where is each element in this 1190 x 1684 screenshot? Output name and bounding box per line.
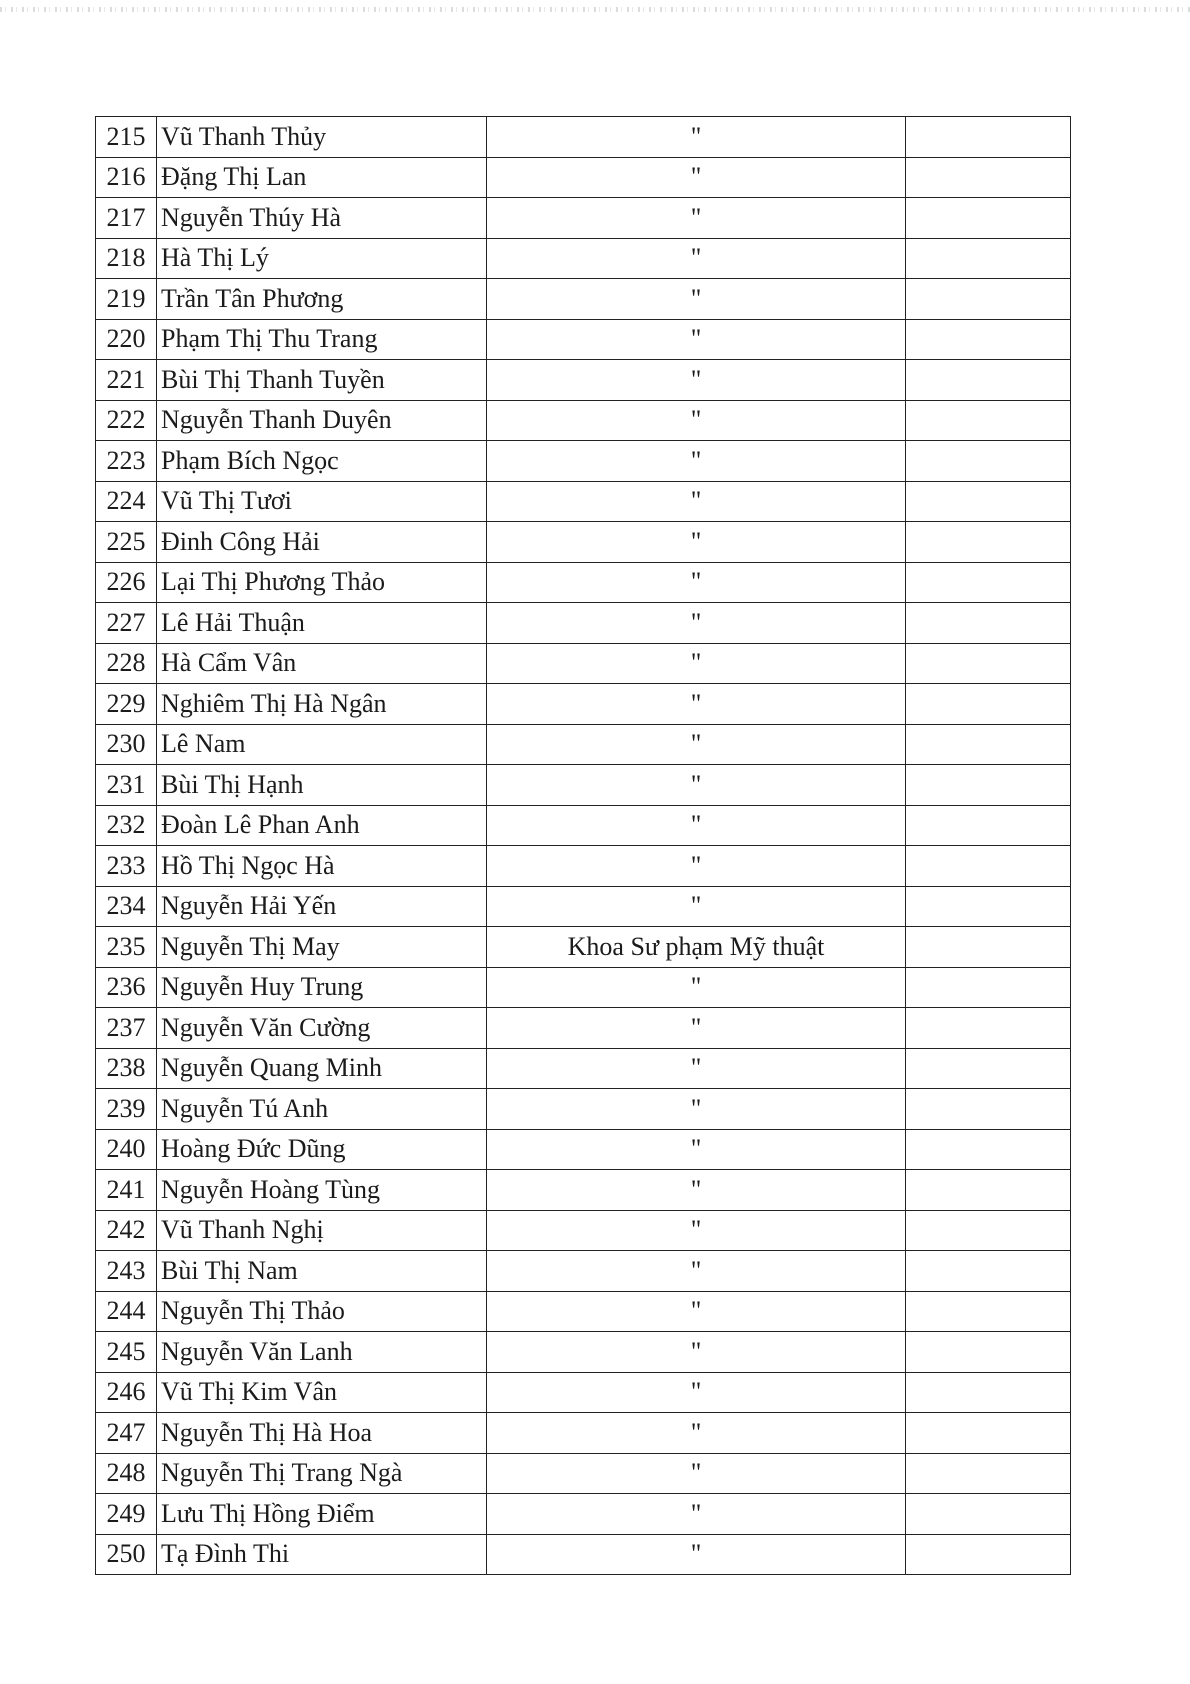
unit-cell: " [487,1332,906,1373]
row-number-cell: 223 [96,441,157,482]
full-name-cell: Đinh Công Hải [157,522,487,563]
table-row [96,157,1071,198]
unit-cell: " [487,481,906,522]
unit-cell: " [487,360,906,401]
full-name-cell: Bùi Thị Hạnh [157,765,487,806]
full-name-cell: Vũ Thị Kim Vân [157,1372,487,1413]
table-row [96,400,1071,441]
note-cell [906,643,1071,684]
full-name-cell: Nguyễn Hoàng Tùng [157,1170,487,1211]
table-row [96,1170,1071,1211]
table-row [96,360,1071,401]
note-cell [906,198,1071,239]
unit-cell: " [487,319,906,360]
row-number-cell: 221 [96,360,157,401]
unit-cell: " [487,724,906,765]
note-cell [906,238,1071,279]
row-number-cell: 250 [96,1534,157,1575]
full-name-cell: Phạm Bích Ngọc [157,441,487,482]
full-name-cell: Bùi Thị Nam [157,1251,487,1292]
scan-edge-noise [0,7,1190,12]
note-cell [906,1453,1071,1494]
full-name-cell: Nguyễn Huy Trung [157,967,487,1008]
table-row [96,319,1071,360]
note-cell [906,1494,1071,1535]
note-cell [906,724,1071,765]
row-number-cell: 244 [96,1291,157,1332]
table-row [96,927,1071,968]
full-name-cell: Lưu Thị Hồng Điểm [157,1494,487,1535]
note-cell [906,319,1071,360]
full-name-cell: Phạm Thị Thu Trang [157,319,487,360]
row-number-cell: 236 [96,967,157,1008]
unit-cell: " [487,1008,906,1049]
full-name-cell: Đặng Thị Lan [157,157,487,198]
table-row [96,805,1071,846]
table-row [96,967,1071,1008]
table-row [96,117,1071,158]
note-cell [906,805,1071,846]
note-cell [906,765,1071,806]
row-number-cell: 231 [96,765,157,806]
unit-cell: " [487,1413,906,1454]
row-number-cell: 215 [96,117,157,158]
full-name-cell: Nguyễn Văn Cường [157,1008,487,1049]
unit-cell: Khoa Sư phạm Mỹ thuật [487,927,906,968]
table-row [96,1453,1071,1494]
unit-cell: " [487,1534,906,1575]
table-row [96,1413,1071,1454]
unit-cell: " [487,522,906,563]
table-row [96,886,1071,927]
note-cell [906,846,1071,887]
roster-table-container [95,116,1070,1575]
row-number-cell: 232 [96,805,157,846]
table-row [96,724,1071,765]
unit-cell: " [487,1291,906,1332]
full-name-cell: Nguyễn Hải Yến [157,886,487,927]
note-cell [906,522,1071,563]
note-cell [906,400,1071,441]
table-row [96,522,1071,563]
note-cell [906,1048,1071,1089]
unit-cell: " [487,603,906,644]
row-number-cell: 224 [96,481,157,522]
row-number-cell: 239 [96,1089,157,1130]
unit-cell: " [487,846,906,887]
unit-cell: " [487,238,906,279]
full-name-cell: Nguyễn Thị Hà Hoa [157,1413,487,1454]
table-row [96,1332,1071,1373]
table-row [96,1210,1071,1251]
unit-cell: " [487,643,906,684]
full-name-cell: Nguyễn Thị Trang Ngà [157,1453,487,1494]
full-name-cell: Nguyễn Thị Thảo [157,1291,487,1332]
row-number-cell: 218 [96,238,157,279]
full-name-cell: Nguyễn Thanh Duyên [157,400,487,441]
row-number-cell: 225 [96,522,157,563]
row-number-cell: 237 [96,1008,157,1049]
unit-cell: " [487,1129,906,1170]
row-number-cell: 240 [96,1129,157,1170]
unit-cell: " [487,765,906,806]
full-name-cell: Nguyễn Thị May [157,927,487,968]
note-cell [906,117,1071,158]
full-name-cell: Vũ Thanh Nghị [157,1210,487,1251]
row-number-cell: 233 [96,846,157,887]
row-number-cell: 220 [96,319,157,360]
table-row [96,481,1071,522]
unit-cell: " [487,1251,906,1292]
full-name-cell: Hồ Thị Ngọc Hà [157,846,487,887]
note-cell [906,562,1071,603]
full-name-cell: Nguyễn Thúy Hà [157,198,487,239]
full-name-cell: Tạ Đình Thi [157,1534,487,1575]
note-cell [906,1534,1071,1575]
table-row [96,1534,1071,1575]
note-cell [906,1129,1071,1170]
table-row [96,765,1071,806]
note-cell [906,481,1071,522]
table-row [96,603,1071,644]
row-number-cell: 227 [96,603,157,644]
unit-cell: " [487,562,906,603]
table-row [96,1048,1071,1089]
table-row [96,198,1071,239]
full-name-cell: Hoàng Đức Dũng [157,1129,487,1170]
table-row [96,1372,1071,1413]
full-name-cell: Lê Nam [157,724,487,765]
row-number-cell: 217 [96,198,157,239]
roster-table-body [96,117,1071,1575]
unit-cell: " [487,967,906,1008]
note-cell [906,157,1071,198]
table-row [96,643,1071,684]
row-number-cell: 235 [96,927,157,968]
row-number-cell: 219 [96,279,157,320]
note-cell [906,1089,1071,1130]
table-row [96,1129,1071,1170]
note-cell [906,1332,1071,1373]
full-name-cell: Nguyễn Tú Anh [157,1089,487,1130]
unit-cell: " [487,1453,906,1494]
row-number-cell: 216 [96,157,157,198]
note-cell [906,360,1071,401]
table-row [96,1089,1071,1130]
unit-cell: " [487,117,906,158]
full-name-cell: Lê Hải Thuận [157,603,487,644]
note-cell [906,1008,1071,1049]
row-number-cell: 234 [96,886,157,927]
full-name-cell: Vũ Thanh Thủy [157,117,487,158]
note-cell [906,603,1071,644]
row-number-cell: 242 [96,1210,157,1251]
table-row [96,1008,1071,1049]
full-name-cell: Đoàn Lê Phan Anh [157,805,487,846]
table-row [96,238,1071,279]
row-number-cell: 228 [96,643,157,684]
unit-cell: " [487,1210,906,1251]
full-name-cell: Nguyễn Văn Lanh [157,1332,487,1373]
table-row [96,562,1071,603]
unit-cell: " [487,684,906,725]
unit-cell: " [487,400,906,441]
row-number-cell: 246 [96,1372,157,1413]
note-cell [906,967,1071,1008]
row-number-cell: 241 [96,1170,157,1211]
unit-cell: " [487,1089,906,1130]
row-number-cell: 245 [96,1332,157,1373]
note-cell [906,1372,1071,1413]
table-row [96,1291,1071,1332]
note-cell [906,886,1071,927]
unit-cell: " [487,198,906,239]
table-row [96,684,1071,725]
note-cell [906,1291,1071,1332]
unit-cell: " [487,157,906,198]
row-number-cell: 230 [96,724,157,765]
full-name-cell: Hà Thị Lý [157,238,487,279]
row-number-cell: 222 [96,400,157,441]
note-cell [906,1170,1071,1211]
table-row [96,846,1071,887]
row-number-cell: 238 [96,1048,157,1089]
table-row [96,1494,1071,1535]
full-name-cell: Vũ Thị Tươi [157,481,487,522]
unit-cell: " [487,1170,906,1211]
unit-cell: " [487,805,906,846]
full-name-cell: Nghiêm Thị Hà Ngân [157,684,487,725]
unit-cell: " [487,441,906,482]
roster-table [95,116,1071,1575]
note-cell [906,279,1071,320]
row-number-cell: 243 [96,1251,157,1292]
full-name-cell: Hà Cẩm Vân [157,643,487,684]
unit-cell: " [487,1372,906,1413]
note-cell [906,441,1071,482]
row-number-cell: 248 [96,1453,157,1494]
table-row [96,441,1071,482]
table-row [96,279,1071,320]
note-cell [906,1251,1071,1292]
row-number-cell: 247 [96,1413,157,1454]
row-number-cell: 226 [96,562,157,603]
full-name-cell: Lại Thị Phương Thảo [157,562,487,603]
row-number-cell: 249 [96,1494,157,1535]
full-name-cell: Nguyễn Quang Minh [157,1048,487,1089]
note-cell [906,1210,1071,1251]
note-cell [906,927,1071,968]
unit-cell: " [487,1048,906,1089]
full-name-cell: Bùi Thị Thanh Tuyền [157,360,487,401]
unit-cell: " [487,886,906,927]
note-cell [906,684,1071,725]
row-number-cell: 229 [96,684,157,725]
table-row [96,1251,1071,1292]
full-name-cell: Trần Tân Phương [157,279,487,320]
unit-cell: " [487,1494,906,1535]
unit-cell: " [487,279,906,320]
note-cell [906,1413,1071,1454]
